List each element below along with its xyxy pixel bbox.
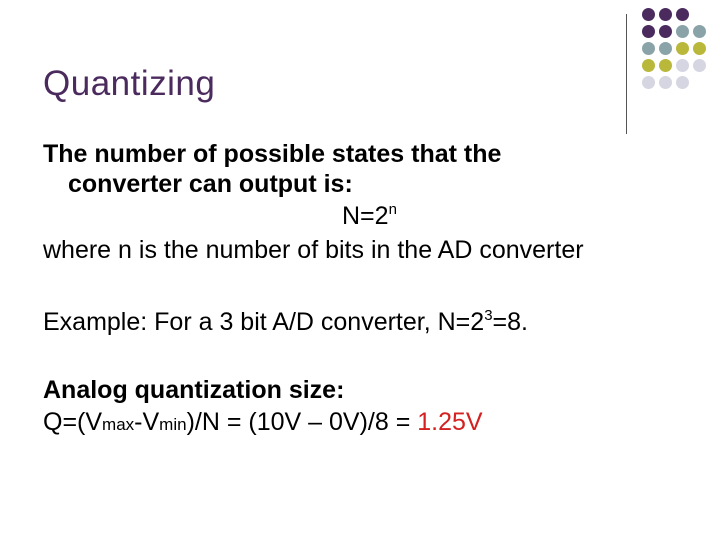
quantization-formula [43, 410, 483, 435]
divider-line [626, 14, 627, 134]
decorative-dot [676, 8, 689, 21]
decorative-dot [659, 42, 672, 55]
q-max: max [102, 415, 135, 434]
decorative-dot [642, 76, 655, 89]
decorative-dot [642, 42, 655, 55]
formula-n [342, 201, 397, 230]
example-exponent: 3 [484, 307, 493, 324]
example-line [43, 307, 528, 336]
decorative-dot [693, 59, 706, 72]
decorative-dot-grid [636, 8, 720, 120]
decorative-dot [642, 25, 655, 38]
q-suffix: )/N = (10V – 0V)/8 = [186, 408, 418, 436]
decorative-dot [659, 25, 672, 38]
decorative-dot [676, 59, 689, 72]
formula-exponent: n [388, 201, 397, 218]
q-result: 1.25V [417, 408, 483, 436]
example-suffix: =8. [492, 308, 528, 336]
q-min: min [159, 415, 187, 434]
formula-base: N=2 [342, 202, 389, 230]
q-prefix: Q=(V [43, 408, 103, 436]
decorative-dot [676, 25, 689, 38]
decorative-dot [659, 59, 672, 72]
paragraph-where: where n is the number of bits in the AD converter [43, 236, 584, 264]
q-mid: -V [134, 408, 160, 436]
decorative-dot [642, 8, 655, 21]
analog-heading: Analog quantization size: [43, 376, 345, 404]
decorative-dot [693, 25, 706, 38]
decorative-dot [642, 59, 655, 72]
decorative-dot [676, 42, 689, 55]
paragraph-line-1: The number of possible states that the [43, 140, 502, 168]
decorative-dot [676, 76, 689, 89]
paragraph-line-2: converter can output is: [68, 170, 353, 198]
decorative-dot [659, 8, 672, 21]
example-prefix: Example: For a 3 bit A/D converter, N=2 [43, 308, 485, 336]
slide-title: Quantizing [43, 64, 216, 103]
decorative-dot [693, 42, 706, 55]
decorative-dot [659, 76, 672, 89]
